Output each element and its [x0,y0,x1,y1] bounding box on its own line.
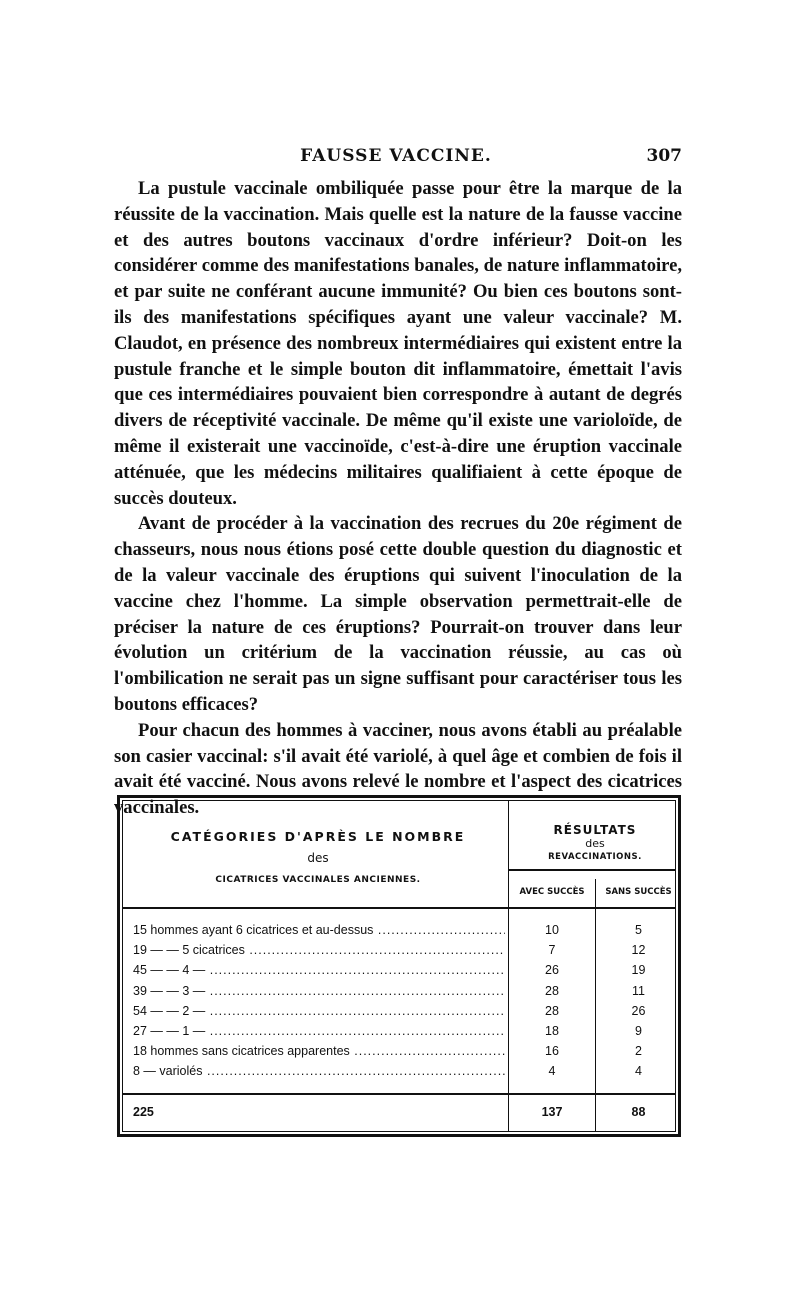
row-with-success: 18 [545,1023,559,1038]
total-without-success: 88 [631,1105,646,1119]
row-label: 18 hommes sans cicatrices apparentes ..... [133,1044,505,1058]
categories-header-des: des [307,851,329,865]
table-header-rule [123,907,675,909]
row-label: 8 — variolés ..... [133,1064,505,1078]
results-subheader: REVACCINATIONS. [548,852,642,862]
total-men: 225 [133,1105,154,1119]
row-label: 19 — — 5 cicatrices ..... [133,943,505,957]
row-label: 45 — — 4 — ..... [133,963,505,977]
row-without-success: 2 [635,1044,642,1059]
row-label: 39 — — 3 — ..... [133,984,505,998]
results-header: RÉSULTATS [553,823,637,837]
table-row [123,1044,681,1064]
running-head [110,146,682,174]
table-row [123,923,681,943]
paragraph-2: Avant de procéder à la vaccination des recrues du 20e régiment de chasseurs, nous nous étions posé cette double question du diagnostic et de la valeur vaccinale des éruptions qui suivent l'inoculation de la vaccine chez l'homme. La simple observation permettrait-elle de préciser la nature de ces éruptions? Pourrait-on trouver dans leur évolution un critérium de la vaccination réussie, au cas où l'ombilication ne serait pas un signe suffisant pour caractériser tous les boutons efficaces? [114,513,682,715]
row-without-success: 26 [631,1003,646,1018]
paragraph-3: Pour chacun des hommes à vacciner, nous avons établi au préalable son casier vaccinal: s'il avait été variolé, à quel âge et combien de fois il avait été vacciné. Nous avons relevé le nombre et l'aspect des cicatrices vaccinales. [114,719,682,819]
row-with-success: 10 [545,923,559,937]
paragraph-1: La pustule vaccinale ombiliquée passe pour être la marque de la réussite de la vaccination. Mais quelle est la nature de la fausse vaccine et des autres boutons vaccinaux d'ordre inférieur? Doit-on les considérer comme des manifestations banales, de nature inflammatoire, et par suite ne conférant aucune immunité? Ou bien ces boutons sont-ils des manifestations spécifiques ayant une valeur vaccinale? M. Claudot, en présence des nombreux intermédiaires qui existent entre la pustule franche et le simple bouton dit inflammatoire, émettait l'avis que ces intermédiaires pouvaient bien correspondre à autant de degrés divers de réceptivité vaccinale. De même qu'il existe une varioloïde, de même il existerait une vaccinoïde, c'est-à-dire une éruption vaccinale atténuée, que les médecins militaires qualifiaient à cette époque de succès douteux. [114,178,682,509]
row-label: 15 hommes ayant 6 cicatrices et au-dessus ..... [133,923,505,937]
row-with-success: 26 [545,963,559,978]
row-with-success: 16 [545,1044,559,1059]
categories-subheader: CICATRICES VACCINALES ANCIENNES. [215,875,421,885]
table-total-rule [123,1093,675,1095]
row-without-success: 4 [635,1064,642,1079]
page-number: 307 [646,146,682,166]
total-with-success: 137 [541,1105,563,1119]
row-without-success: 11 [632,983,645,998]
row-without-success: 9 [635,1023,642,1038]
row-with-success: 4 [548,1064,556,1079]
revaccination-table [117,795,681,1137]
table-row [123,943,681,963]
table-row [123,984,681,1004]
row-without-success: 19 [631,963,646,978]
categories-header: CATÉGORIES D'APRÈS LE NOMBRE [170,829,466,844]
table-row [123,963,681,983]
row-without-success: 12 [631,943,646,958]
results-header-rule [508,869,675,871]
row-with-success: 28 [545,1003,559,1018]
table-row [123,1024,681,1044]
row-label: 54 — — 2 — ..... [133,1004,505,1018]
table-body [123,923,681,1085]
row-without-success: 5 [635,923,642,937]
column-header-without-success: SANS SUCCÈS [605,887,672,897]
row-label: 27 — — 1 — ..... [133,1024,505,1038]
table-row [123,1004,681,1024]
table-totals-row [123,1105,681,1125]
column-header-with-success: AVEC SUCCÈS [519,887,585,897]
results-header-des: des [585,837,605,850]
table-row [123,1064,681,1084]
table-inner-frame [122,800,676,1132]
row-with-success: 28 [545,983,559,998]
body-text [114,176,682,821]
row-with-success: 7 [548,943,556,958]
running-title: FAUSSE VACCINE. [300,146,492,166]
